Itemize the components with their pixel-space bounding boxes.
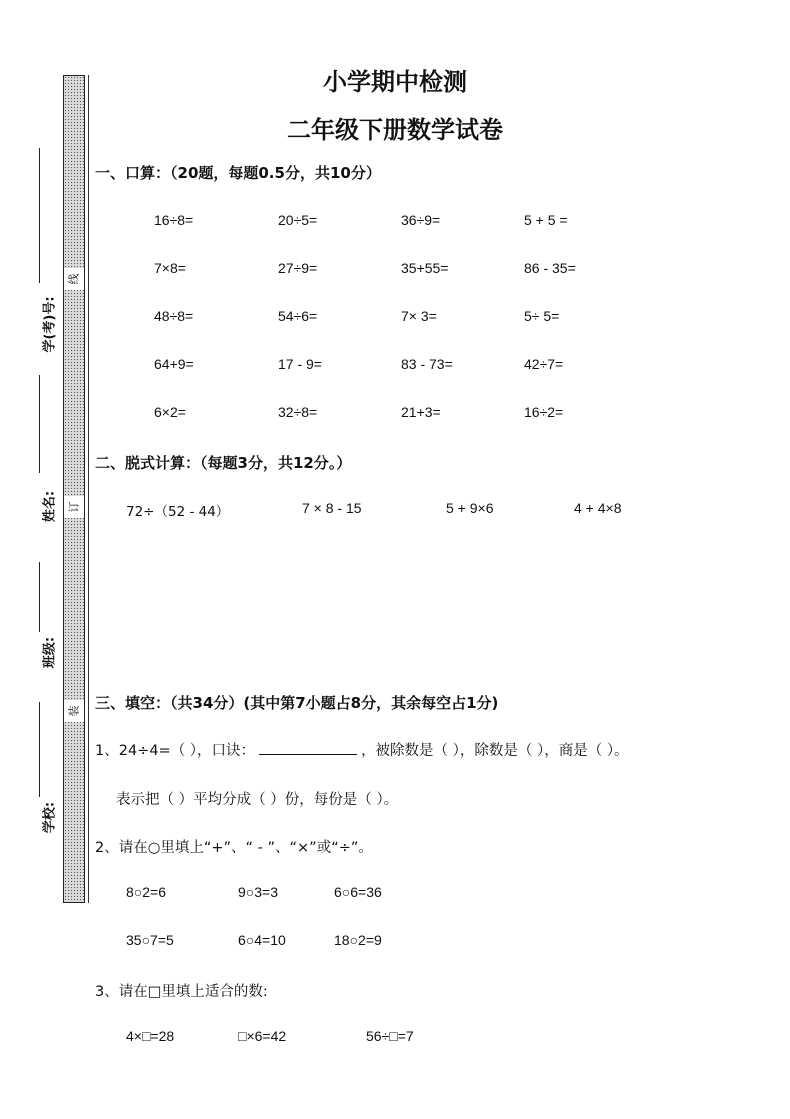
oral-item: 48÷8= [154,308,194,324]
oral-item: 83 - 73= [401,356,453,372]
binding-strip [63,75,85,903]
strip-mark-xian: 线 [64,268,84,290]
oral-item: 5÷ 5= [524,308,560,324]
calc-item: 72÷（52 - 44） [126,504,230,520]
box-item: 4×□=28 [126,1028,175,1044]
strip-mark-zhuang: 装 [64,700,84,722]
oral-item: 7×8= [154,260,186,276]
school-line [39,702,40,797]
oral-item: 5 + 5 = [524,212,568,228]
class-label: 班级: [42,636,58,669]
oral-item: 42÷7= [524,356,564,372]
oral-item: 27÷9= [278,260,318,276]
calc-item: 5 + 9×6 [446,500,494,516]
oral-item: 16÷8= [154,212,194,228]
oral-item: 6×2= [154,404,186,420]
oral-item: 64+9= [154,356,194,372]
page-subtitle: 二年级下册数学试卷 [287,116,503,144]
oral-item: 86 - 35= [524,260,576,276]
oral-item: 7× 3= [401,308,437,324]
oral-item: 36÷9= [401,212,441,228]
student-id-label: 学(考)号: [42,296,58,353]
operator-item: 35○7=5 [126,932,174,948]
fill-question-3: 3、请在□里填上适合的数: [95,984,268,1000]
oral-item: 17 - 9= [278,356,322,372]
section3-heading: 三、填空：（共34分）(其中第7小题占8分，其余每空占1分) [95,694,499,712]
section2-heading: 二、脱式计算：（每题3分，共12分。） [95,454,352,472]
operator-item: 6○6=36 [334,884,382,900]
box-item: □×6=42 [238,1028,287,1044]
oral-item: 32÷8= [278,404,318,420]
q1-part-b: ，被除数是（ ），除数是（ ），商是（ ）。 [361,743,629,759]
q1-part-a: 1、24÷4=（ ），口诀： [95,743,256,759]
box-item: 56÷□=7 [366,1028,414,1044]
name-label: 姓名: [42,490,58,523]
oral-item: 16÷2= [524,404,564,420]
student-id-line [39,148,40,283]
school-label: 学校: [42,801,58,834]
page-title: 小学期中检测 [323,68,467,96]
fill-question-1 [95,739,629,760]
oral-item: 54÷6= [278,308,318,324]
operator-item: 18○2=9 [334,932,382,948]
fill-question-1-line2: 表示把（ ）平均分成（ ）份，每份是（ ）。 [116,792,399,808]
operator-item: 9○3=3 [238,884,278,900]
oral-item: 21+3= [401,404,441,420]
name-line [39,375,40,473]
oral-item: 20÷5= [278,212,318,228]
calc-item: 4 + 4×8 [574,500,622,516]
calc-item: 7 × 8 - 15 [302,500,362,516]
operator-item: 8○2=6 [126,884,166,900]
section1-heading: 一、口算：（20题，每题0.5分，共10分） [95,164,381,182]
fill-question-2: 2、请在○里填上“+”、“ - ”、“×”或“÷”。 [95,840,373,856]
operator-item: 6○4=10 [238,932,286,948]
q1-answer-blank[interactable] [259,742,357,755]
class-line [39,562,40,632]
binding-strip-edge [88,75,89,903]
oral-item: 35+55= [401,260,449,276]
strip-mark-ding: 订 [64,496,84,518]
